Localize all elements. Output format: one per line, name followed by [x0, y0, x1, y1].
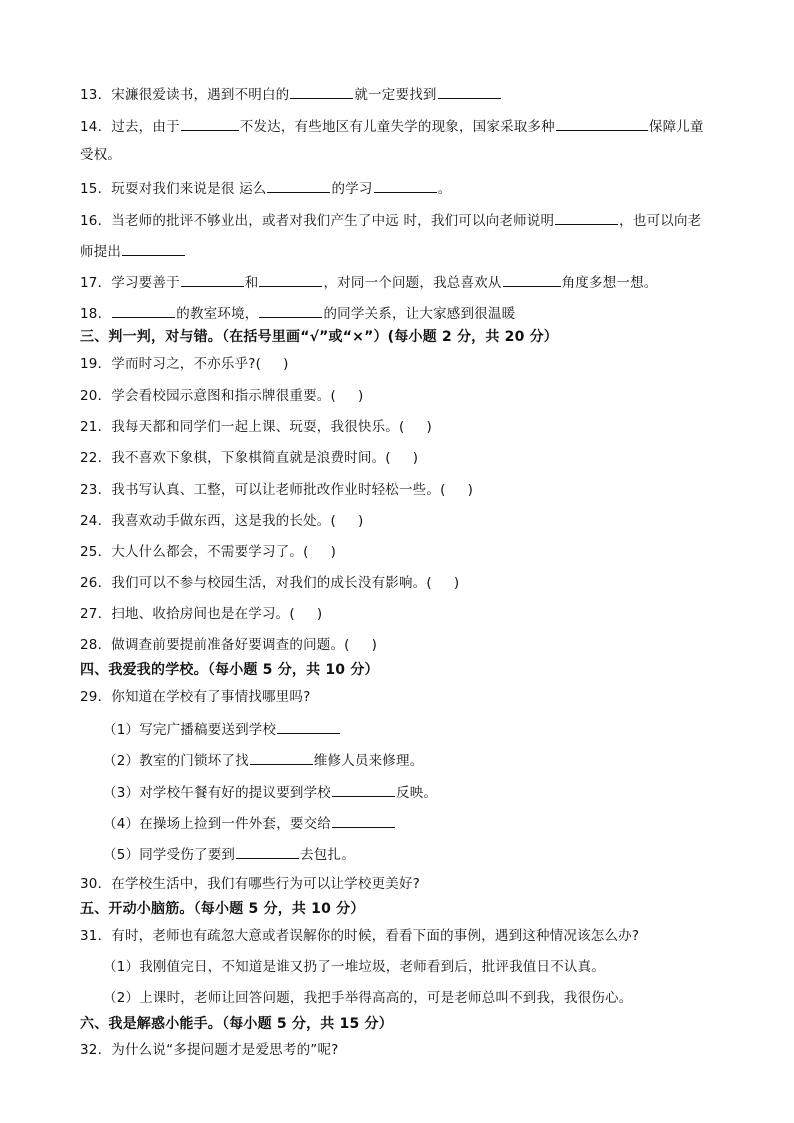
answer-blank[interactable] [250, 750, 313, 765]
question-17 [80, 272, 658, 292]
question-number: 14． [80, 119, 112, 135]
judge-item [80, 512, 363, 530]
answer-blank[interactable] [236, 844, 299, 859]
question-text: ，也可以向老 [619, 213, 702, 229]
question-text: 保障儿童 [648, 119, 704, 135]
question-text: 玩耍对我们来说是很 运么 [111, 181, 267, 197]
question-text: 为什么说“多提问题才是爱思考的”呢? [111, 1042, 339, 1058]
question-29 [80, 688, 310, 706]
question-text: 的同学关系，让大家感到很温暖 [323, 306, 516, 322]
question-number: 13． [80, 87, 112, 103]
judge-item [80, 449, 418, 467]
question-text: 学而时习之，不亦乐乎?( [111, 356, 262, 372]
question-number: 25． [80, 544, 112, 560]
judge-item [80, 387, 363, 405]
question-text: 就一定要找到 [354, 87, 437, 103]
question-text: 在学校生活中，我们有哪些行为可以让学校更美好? [111, 876, 421, 892]
question-number: 20． [80, 388, 112, 404]
answer-blank[interactable] [181, 116, 239, 131]
sub-item-text: （1）写完广播稿要送到学校 [103, 722, 277, 738]
question-number: 16． [80, 213, 112, 229]
question-text: 不发达，有些地区有儿童失学的现象，国家采取多种 [239, 119, 555, 135]
sub-item-text: （2）教室的门锁坏了找 [103, 753, 249, 769]
answer-blank[interactable] [332, 782, 395, 797]
judge-item [80, 355, 289, 373]
paren-close: ) [412, 450, 419, 466]
paren-close: ) [371, 637, 378, 653]
judge-item [80, 481, 473, 499]
sub-item [103, 813, 396, 833]
section-3-heading: 三、判一判，对与错。（在括号里画“√”或“×”）(每小题 2 分，共 20 分） [80, 329, 558, 345]
question-text: 师提出 [80, 244, 122, 260]
question-number: 28． [80, 637, 112, 653]
question-number: 27． [80, 606, 112, 622]
sub-item: （1）我刚值完日，不知道是谁又扔了一堆垃圾，老师看到后，批评我值日不认真。 [103, 959, 605, 975]
answer-blank[interactable] [122, 241, 185, 256]
answer-blank[interactable] [277, 719, 340, 734]
answer-blank[interactable] [267, 178, 330, 193]
question-text: 我喜欢动手做东西，这是我的长处。( [111, 513, 336, 529]
section-5-heading: 五、开动小脑筋。（每小题 5 分，共 10 分） [80, 901, 365, 917]
question-text: 和 [244, 275, 259, 291]
question-number: 32． [80, 1042, 112, 1058]
question-text: 有时，老师也有疏忽大意或者误解你的时候，看看下面的事例，遇到这种情况该怎么办? [111, 928, 640, 944]
judge-item [80, 605, 322, 623]
question-14 [80, 116, 704, 136]
question-text: 我每天都和同学们一起上课、玩耍，我很快乐。( [111, 419, 405, 435]
answer-blank[interactable] [290, 84, 353, 99]
question-number: 15． [80, 181, 112, 197]
question-text: 的教室环境， [176, 306, 259, 322]
question-text: 做调查前要提前准备好要调查的问题。( [111, 637, 350, 653]
question-number: 18． [80, 306, 112, 322]
section-6-heading: 六、我是解惑小能手。（每小题 5 分，共 15 分） [80, 1016, 393, 1032]
question-number: 19． [80, 356, 112, 372]
answer-blank[interactable] [332, 813, 395, 828]
question-number: 22． [80, 450, 112, 466]
paren-close: ) [467, 482, 474, 498]
question-number: 23． [80, 482, 112, 498]
question-text: 大人什么都会，不需要学习了。( [111, 544, 309, 560]
question-14-continued [80, 146, 121, 164]
paren-close: ) [330, 544, 337, 560]
sub-item-text: （5）同学受伤了要到 [103, 847, 236, 863]
answer-blank[interactable] [181, 272, 244, 287]
question-16-continued [80, 241, 186, 261]
answer-blank[interactable] [112, 303, 175, 318]
judge-item [80, 636, 377, 654]
sub-item-text: （3）对学校午餐有好的提议要到学校 [103, 785, 331, 801]
section-4-heading: 四、我爱我的学校。（每小题 5 分，共 10 分） [80, 662, 379, 678]
sub-item: （2）上课时，老师让回答问题，我把手举得高高的，可是老师总叫不到我，我很伤心。 [103, 990, 633, 1006]
sub-item [103, 750, 423, 770]
paren-close: ) [453, 575, 460, 591]
sub-item [103, 844, 355, 864]
answer-blank[interactable] [438, 84, 501, 99]
paren-close: ) [316, 606, 323, 622]
paren-close: ) [357, 513, 364, 529]
question-number: 21． [80, 419, 112, 435]
question-text: 当老师的批评不够业出，或者对我们产生了中远 时，我们可以向老师说明 [111, 213, 555, 229]
question-16 [80, 210, 701, 230]
question-number: 30． [80, 876, 112, 892]
sub-item [103, 782, 437, 802]
answer-blank[interactable] [555, 210, 618, 225]
question-text: 过去，由于 [111, 119, 180, 135]
question-number: 31． [80, 928, 112, 944]
sub-item-text: （4）在操场上捡到一件外套，要交给 [103, 816, 331, 832]
question-text: 我们可以不参与校园生活，对我们的成长没有影响。( [111, 575, 432, 591]
answer-blank[interactable] [556, 116, 648, 131]
question-text: 的学习 [331, 181, 373, 197]
question-text: 受权。 [80, 147, 122, 163]
question-32 [80, 1041, 339, 1059]
paren-close: ) [426, 419, 432, 435]
judge-item [80, 574, 459, 592]
paren-close: ) [283, 356, 289, 372]
question-text: 角度多想一想。 [561, 275, 658, 291]
question-text: 学习要善于 [111, 275, 180, 291]
question-text: 学会看校园示意图和指示牌很重要。( [111, 388, 336, 404]
answer-blank[interactable] [374, 178, 437, 193]
question-text: 宋濂很爱读书，遇到不明白的 [111, 87, 290, 103]
question-text: 你知道在学校有了事情找哪里吗? [111, 689, 311, 705]
question-number: 24． [80, 513, 112, 529]
judge-item [80, 418, 432, 436]
answer-blank[interactable] [259, 303, 322, 318]
answer-blank[interactable] [503, 272, 561, 287]
question-number: 17． [80, 275, 112, 291]
question-text: ，对同一个问题，我总喜欢从 [323, 275, 502, 291]
question-31 [80, 927, 639, 945]
answer-blank[interactable] [259, 272, 322, 287]
question-number: 29． [80, 689, 112, 705]
judge-item [80, 543, 336, 561]
question-text: 。 [437, 181, 452, 197]
question-text: 我不喜欢下象棋，下象棋简直就是浪费时间。( [111, 450, 391, 466]
paren-close: ) [357, 388, 364, 404]
sub-item-text: 去包扎。 [300, 847, 355, 863]
sub-item [103, 719, 341, 739]
question-text: 扫地、收拾房间也是在学习。( [111, 606, 295, 622]
sub-item-text: 维修人员来修理。 [313, 753, 424, 769]
question-number: 26． [80, 575, 112, 591]
question-text: 我书写认真、工整，可以让老师批改作业时轻松一些。( [111, 482, 446, 498]
question-13 [80, 84, 502, 104]
question-18 [80, 303, 515, 323]
question-30 [80, 875, 420, 893]
sub-item-text: 反映。 [396, 785, 438, 801]
question-15 [80, 178, 451, 198]
